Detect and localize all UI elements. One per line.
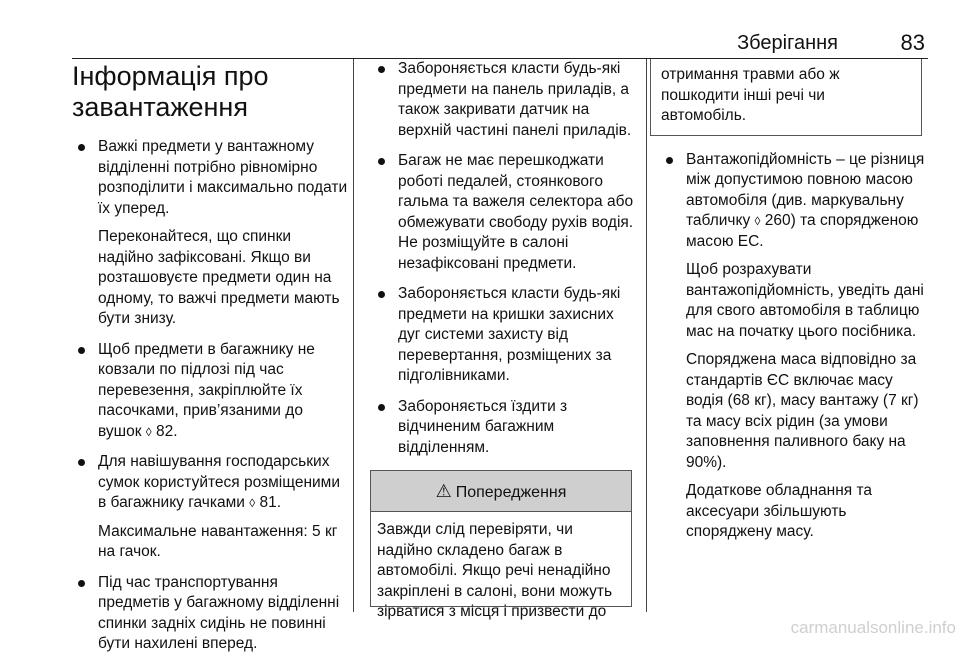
column-divider: [646, 59, 647, 612]
paragraph: [398, 284, 634, 387]
list-item: [372, 284, 634, 387]
paragraph-text: Щоб розрахувати вантажопідйомність, уведіть дані для свого автомобіля в таблицю мас на початку цього посібника.: [686, 261, 924, 340]
column-1: [72, 61, 350, 665]
paragraph-text: Вантажопідйомність – це різниця між допустимою повною масою автомобіля (див. маркувальну табличку: [686, 150, 925, 229]
header-title: Зберігання: [737, 32, 838, 54]
warning-icon: ⚠: [435, 481, 452, 501]
page-reference[interactable]: 81.: [259, 494, 282, 511]
warning-heading: Попередження: [455, 484, 567, 501]
paragraph: [686, 350, 930, 473]
list-item: [372, 397, 634, 459]
list-item: [72, 573, 350, 655]
section-title: Інформація про завантаження: [72, 61, 269, 122]
warning-continuation: отримання травми або ж пошкодити інші речі чи автомобіль.: [650, 59, 922, 136]
paragraph: [98, 522, 350, 563]
bullet-list: [72, 137, 350, 655]
page-header: [72, 0, 928, 58]
paragraph-text: Забороняється їздити з відчиненим багажним відділенням.: [398, 397, 568, 456]
paragraph: [686, 260, 930, 342]
paragraph: [398, 59, 634, 141]
paragraph-text: Забороняється класти будь-які предмети на кришки захисних дуг системи захисту від перевертання, розміщених за підголівниками.: [398, 285, 621, 384]
column-divider: [353, 59, 354, 612]
list-item: [72, 137, 350, 330]
paragraph-text: Під час транспортування предметів у багажному відділенні спинки задніх сидінь не повинні бути нахилені вперед.: [98, 573, 340, 652]
warning-box: [370, 470, 632, 620]
list-item: [372, 151, 634, 274]
bullet-list: [372, 59, 634, 458]
watermark: carmanualsonline.info: [790, 618, 956, 637]
paragraph-text: Щоб предмети в багажнику не ковзали по підлозі під час перевезення, закріплюйте їх пасочками, прив’язаними до вушок: [98, 340, 315, 440]
paragraph-text: Переконайтеся, що спинки надійно зафіксовані. Якщо ви розташовуєте предмети один на одному, то важчі предмети мають бути знизу.: [98, 228, 340, 327]
paragraph: [98, 340, 350, 443]
bullet-list: [660, 150, 930, 543]
column-2: [372, 59, 634, 620]
paragraph-text: Для навішування господарських сумок користуйтеся розміщеними в багажнику гачками: [98, 453, 340, 511]
column-3: [660, 59, 930, 553]
page-reference[interactable]: 260) та спорядженою масою ЕС.: [686, 212, 919, 250]
list-item: [660, 150, 930, 543]
paragraph: [98, 137, 350, 219]
list-item: [372, 59, 634, 141]
page-reference-icon: ◊: [249, 496, 256, 510]
paragraph: [398, 397, 634, 459]
list-item: [72, 452, 350, 563]
paragraph: [398, 151, 634, 274]
page-reference-icon: ◊: [145, 424, 152, 439]
paragraph-text: Багаж не має перешкоджати роботі педалей, стоянкового гальма та важеля селектора або обмежувати свободу рухів водія. Не розміщуйте в салоні незафіксовані предмети.: [398, 152, 634, 272]
warning-body: Завжди слід перевіряти, чи надійно складено багаж в автомобілі. Якщо речі ненадійно закріплені в салоні, вони можуть зірватися з місця і призвести до: [377, 521, 613, 620]
paragraph: [686, 150, 930, 253]
page-number: 83: [900, 30, 925, 55]
page-reference-icon: ◊: [754, 214, 761, 228]
paragraph-text: Максимальне навантаження: 5 кг на гачок.: [98, 522, 338, 560]
paragraph: [686, 481, 930, 543]
warning-header: [371, 471, 631, 512]
paragraph-text: Забороняється класти будь-які предмети на панель приладів, а також закривати датчик на верхній частині панелі приладів.: [398, 60, 632, 139]
page-reference[interactable]: 82.: [156, 422, 178, 440]
list-item: [72, 340, 350, 443]
paragraph: [98, 452, 350, 514]
paragraph: [98, 227, 350, 330]
paragraph: [98, 573, 350, 655]
paragraph-text: Додаткове обладнання та аксесуари збільшують споряджену масу.: [686, 482, 872, 540]
paragraph-text: Споряджена маса відповідно за стандартів ЄС включає масу водія (68 кг), масу вантажу (7 кг) та масу всіх рідин (за умови заповнення паливного баку на 90%).: [686, 351, 919, 471]
paragraph-text: Важкі предмети у вантажному відділенні потрібно рівномірно розподілити і максимально подати їх уперед.: [98, 138, 348, 217]
